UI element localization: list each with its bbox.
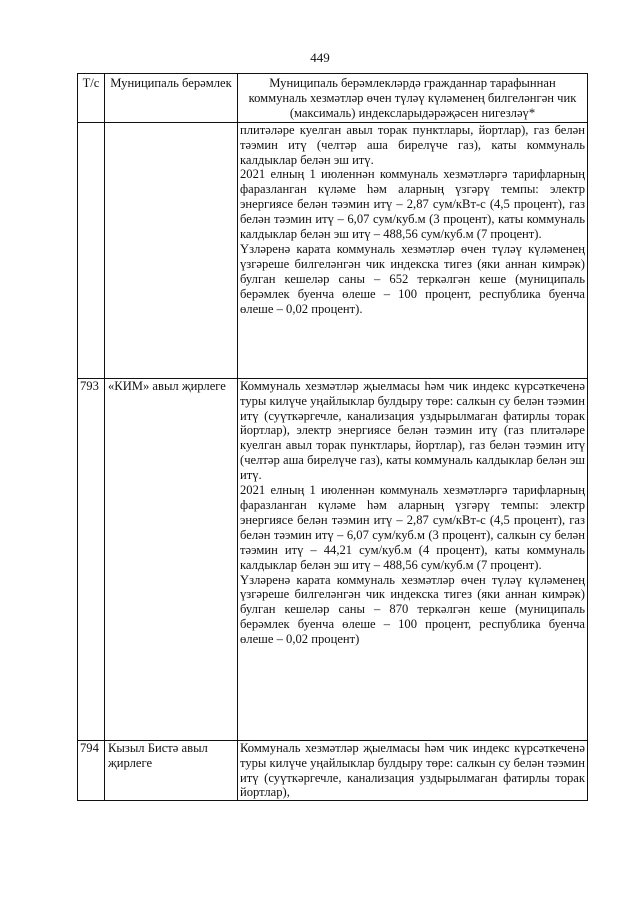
- paragraph: плитәләре куелган авыл торак пунктлары, йортлар), газ белән тәэмин итү (челтәр аша бирелүче газ), каты коммуналь калдыклар белән эш итү.: [240, 122, 585, 167]
- row-number: 793: [78, 378, 105, 740]
- header-number: Т/с: [78, 74, 105, 123]
- paragraph: Коммуналь хезмәтләр җыелмасы һәм чик индекс күрсәткеченә туры килүче уңайлыклар булдыру төре: салкын су белән тәэмин итү (суүткәргечле, канализация уздырылмаган фатирлы торак йортлар), электр энергиясе белән тәэмин итү (газ плитәләре куелган авыл торак пунктлары, йортлар), газ белән тәэмин итү (челтәр аша бирелүче газ), каты коммуналь калдыклар белән эш итү.: [240, 378, 585, 483]
- page-number: 449: [310, 50, 330, 65]
- table-row: [78, 122, 588, 378]
- row-municipality: [105, 122, 238, 378]
- paragraph: Коммуналь хезмәтләр җыелмасы һәм чик индекс күрсәткеченә туры килүче уңайлыклар булдыру төре: салкын су белән тәэмин итү (суүткәргечле, канализация уздырылмаган фатирлы торак йортлар),: [240, 740, 585, 800]
- paragraph: Үзләренә карата коммуналь хезмәтләр өчен түләү күләменең үзгәреше билгеләнгән чик индекска тигез (яки аннан кимрәк) булган кешеләр саны – 870 теркәлгән кеше (муниципаль берәмлек буенча өлеше – 100 процент, республика буенча өлеше – 0,02 процент): [240, 572, 585, 647]
- table-row: [78, 740, 588, 801]
- header-municipality: Муниципаль берәмлек: [105, 74, 238, 123]
- paragraph: 2021 елның 1 июленнән коммуналь хезмәтләргә тарифларның фаразланган күләме һәм аларның үзгәрү темпы: электр энергиясе белән тәэмин итү – 2,87 сум/кВт-с (4,5 процент), газ белән тәэмин итү – 6,07 сум/куб.м (3 процент), салкын су белән тәэмин итү – 44,21 сум/куб.м (4 процент), каты коммуналь калдыклар белән эш итү – 488,56 сум/куб.м (7 процент).: [240, 483, 585, 572]
- table-row: [78, 378, 588, 740]
- row-municipality: Кызыл Бистә авыл җирлеге: [105, 740, 238, 801]
- row-description: [238, 378, 588, 740]
- header-index-justification: Муниципаль берәмлекләрдә гражданнар тарафыннан коммуналь хезмәтләр өчен түләү күләменең билгеләнгән чик (максималь) индексларыдәрәҗәсен нигезләү*: [238, 74, 588, 123]
- row-number: 794: [78, 740, 105, 801]
- row-number: [78, 122, 105, 378]
- row-description: [238, 740, 588, 801]
- paragraph: 2021 елның 1 июленнән коммуналь хезмәтләргә тарифларның фаразланган күләме һәм аларның үзгәрү темпы: электр энергиясе белән тәэмин итү – 2,87 сум/кВт-с (4,5 процент), газ белән тәэмин итү – 6,07 сум/куб.м (3 процент), каты коммуналь калдыклар белән эш итү – 488,56 сум/куб.м (7 процент).: [240, 167, 585, 242]
- paragraph: Үзләренә карата коммуналь хезмәтләр өчен түләү күләменең үзгәреше билгеләнгән чик индекска тигез (яки аннан кимрәк) булган кешеләр саны – 652 теркәлгән кеше (муниципаль берәмлек буенча өлеше – 100 процент, республика буенча өлеше – 0,02 процент).: [240, 241, 585, 316]
- table-header-row: [78, 74, 588, 123]
- row-municipality: «КИМ» авыл җирлеге: [105, 378, 238, 740]
- municipal-index-table: [77, 73, 588, 801]
- row-description: [238, 122, 588, 378]
